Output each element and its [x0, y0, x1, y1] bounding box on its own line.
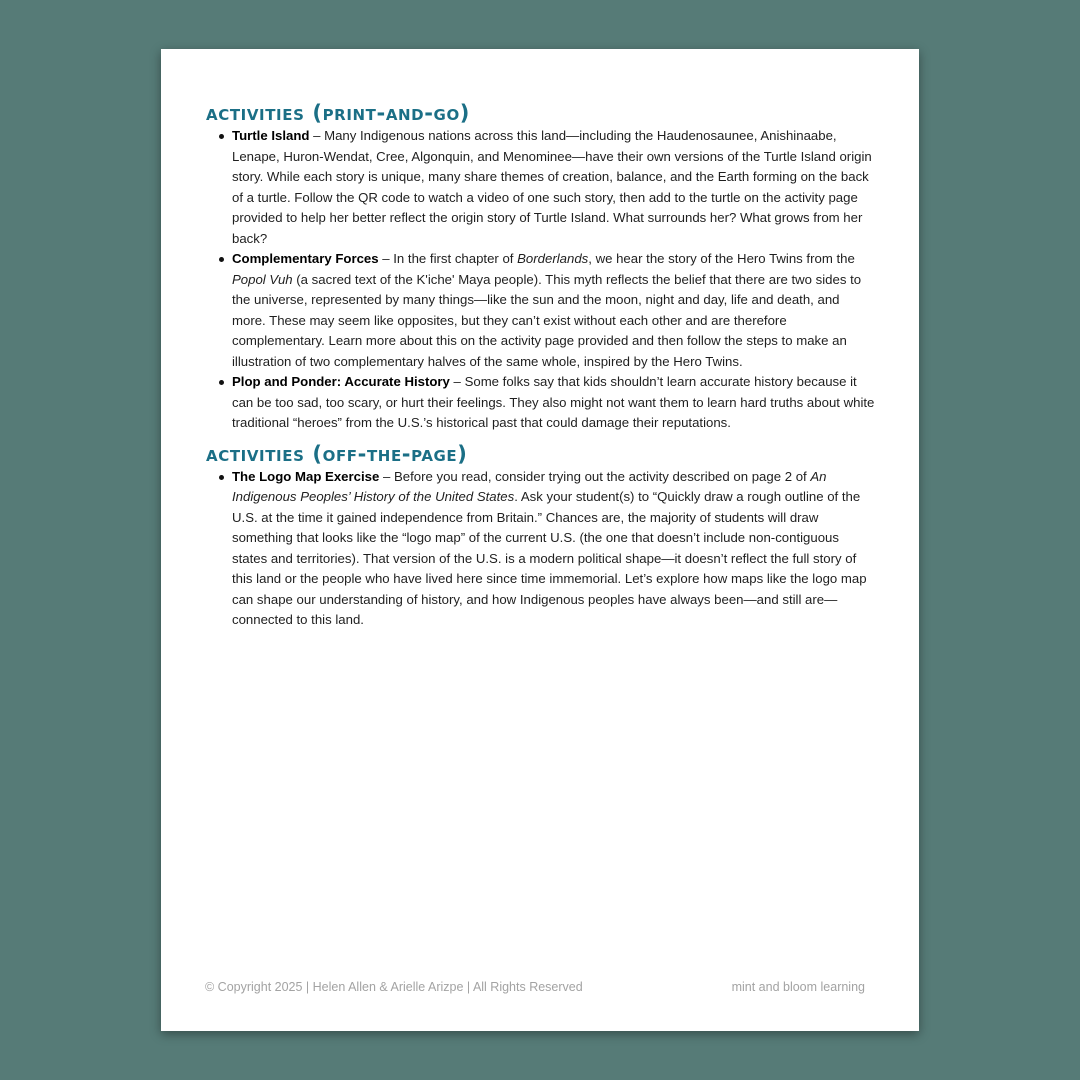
item-separator: – — [449, 374, 465, 389]
page-footer — [205, 980, 865, 994]
list-item-turtle-island — [232, 126, 876, 249]
list-item-complementary-forces — [232, 249, 876, 372]
item-title: Complementary Forces — [232, 251, 379, 266]
book-title-popol-vuh: Popol Vuh — [232, 271, 293, 287]
item-separator: – — [309, 128, 325, 143]
item-text: In the first chapter of — [393, 251, 518, 266]
item-title: The Logo Map Exercise — [232, 468, 380, 484]
item-title: Plop and Ponder: Accurate History — [232, 374, 450, 389]
list-item-logo-map-exercise — [232, 467, 876, 631]
section-heading-off-the-page: activities (off-the-page) — [206, 441, 468, 466]
section-heading-print-and-go: activities (print-and-go) — [206, 101, 471, 125]
copyright-text: © Copyright 2025 | Helen Allen & Arielle Arizpe | All Rights Reserved — [205, 980, 583, 994]
list-item-plop-and-ponder — [232, 372, 876, 434]
item-title: Turtle Island — [232, 128, 310, 143]
item-text: (a sacred text of the K'iche' Maya people). This myth reflects the belief that there are two sides to the universe, represented by many things—like the sun and the moon, night and day, life and death, and more. These may seem like opposites, but they can’t exist without each other and are therefore complementary. Learn more about this on the activity page provided and then follow the steps to make an illustration of two complementary halves of the same whole, inspired by the Hero Twins. — [232, 271, 862, 369]
page-content — [206, 101, 876, 631]
brand-name: mint and bloom learning — [731, 980, 865, 994]
book-title-borderlands: Borderlands — [517, 251, 589, 266]
item-separator: – — [379, 468, 394, 484]
item-text: . Ask your student(s) to “Quickly draw a rough outline of the U.S. at the time it gained independence from Britain.” Chances are, the majority of students will draw something that looks like the “logo map” of the current U.S. (the one that doesn’t include non-contiguous states and territories). That version of the U.S. is a modern political shape—it doesn’t reflect the full story of this land or the people who have lived here since time immemorial. Let’s explore how maps like the logo map can shape our understanding of history, and how Indigenous peoples have always been—and still are—connected to this land. — [232, 489, 867, 627]
item-text: Some folks say that kids shouldn’t learn accurate history because it can be too sad, too scary, or hurt their feelings. They also might not want them to learn hard truths about white traditional “heroes” from the U.S.’s historical past that could damage their reputations. — [232, 374, 875, 430]
item-text: Before you read, consider trying out the activity described on page 2 of — [393, 468, 811, 484]
book-title-indigenous-history: An Indigenous Peoples’ History of the United States — [232, 468, 827, 504]
item-text: Many Indigenous nations across this land—including the Haudenosaunee, Anishinaabe, Lenape, Huron-Wendat, Cree, Algonquin, and Menominee—have their own versions of the Turtle Island origin story. While each story is unique, many share themes of creation, balance, and the Earth forming on the back of a turtle. Follow the QR code to watch a video of one such story, then add to the turtle on the activity page provided to help her better reflect the origin story of Turtle Island. What surrounds her? What grows from her back? — [232, 128, 872, 246]
off-the-page-list — [206, 467, 876, 631]
document-page — [161, 49, 919, 1031]
print-and-go-list — [206, 126, 876, 434]
item-text: , we hear the story of the Hero Twins from the — [588, 251, 855, 266]
item-separator: – — [378, 251, 394, 266]
